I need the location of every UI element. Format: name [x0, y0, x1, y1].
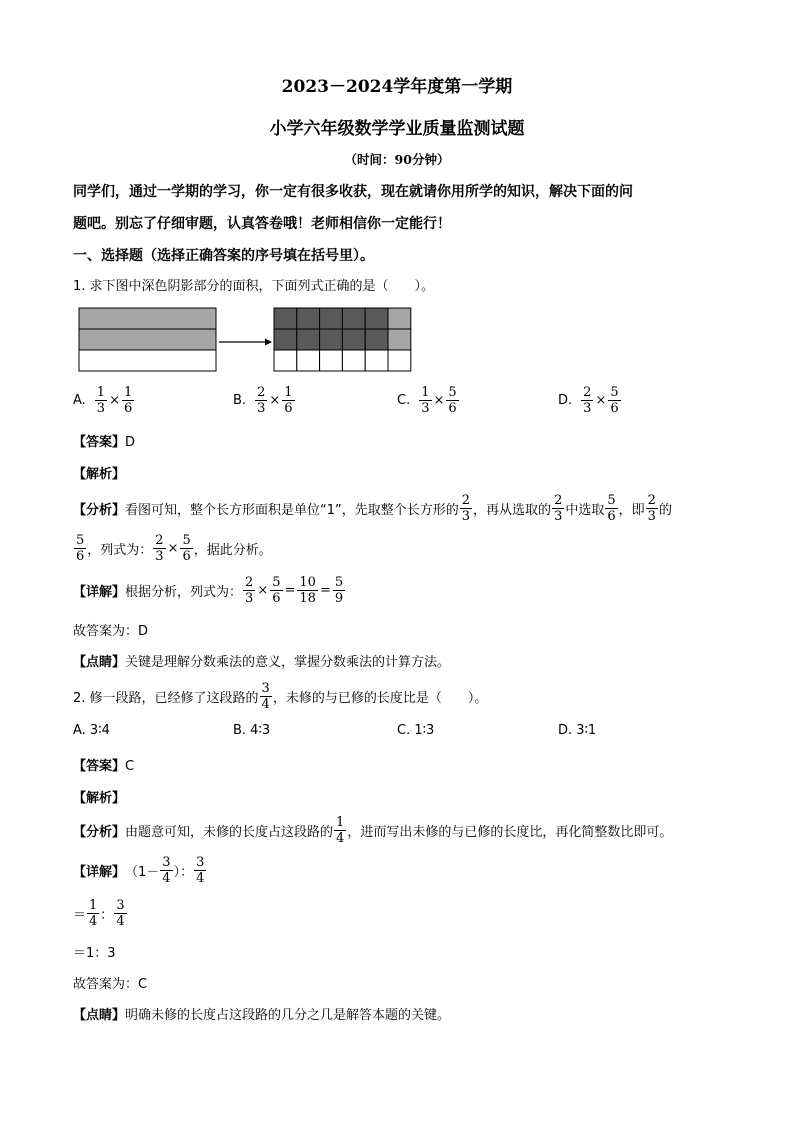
q1-option-d[interactable]	[558, 385, 622, 416]
grid-cell	[342, 308, 365, 329]
page-title-1: 2023－2024学年度第一学期	[281, 77, 513, 97]
fraction: $\frac{5}{6}$	[272, 575, 281, 606]
fraction: $\frac{1}{6}$	[123, 385, 133, 416]
option-label: D.	[558, 393, 573, 408]
q2-option-c[interactable]: C. 1∶3	[397, 723, 435, 738]
grid-cell	[320, 350, 343, 371]
times-sign: ×	[269, 393, 281, 408]
q1-detail: 【详解】 根据分析，列式为： $\frac{2}{3}$ × $\frac{5}{6}$ = $\frac{10}{18}$ = $\frac{5}{9}$	[73, 575, 344, 606]
fraction: $\frac{3}{4}$	[116, 898, 125, 929]
q1-answer: 【答案】D	[73, 435, 136, 450]
grid-cell	[297, 350, 320, 371]
fraction: $\frac{3}{4}$	[196, 855, 205, 886]
q1-stem: 1. 求下图中深色阴影部分的面积，下面列式正确的是（ ）。	[73, 279, 435, 294]
q1-analysis-line-2: $\frac{5}{6}$ ，列式为： $\frac{2}{3}$ × $\frac{5}{6}$ ，据此分析。	[76, 533, 272, 564]
fraction: $\frac{2}{3}$	[554, 493, 563, 524]
grid-cell	[388, 350, 411, 371]
fraction: $\frac{1}{6}$	[284, 385, 293, 416]
arrow-icon	[219, 339, 272, 346]
grid-cell	[365, 308, 388, 329]
option-label: A.	[73, 393, 86, 408]
option-label: B.	[233, 393, 247, 408]
fraction: $\frac{3}{4}$	[162, 855, 171, 886]
fraction: $\frac{5}{9}$	[334, 575, 344, 606]
q1-analysis-line-1: 【分析】 看图可知，整个长方形面积是单位“1”，先取整个长方形的 $\frac{2}{3}$ ，再从选取的 $\frac{2}{3}$ 中选取 $\frac{5}{6}$ ，即 $\frac{2}{3}$ 的	[73, 493, 672, 524]
fraction: $\frac{2}{3}$	[647, 493, 656, 524]
q2-analysis: 【分析】 由题意可知，未修的长度占这段路的 $\frac{1}{4}$ ，进而写出未修的与已修的长度比，再化简整数比即可。	[73, 815, 673, 846]
option-label: C.	[397, 393, 411, 408]
q2-stem: 2. 修一段路，已经修了这段路的 $\frac{3}{4}$ ，未修的与已修的长度比是（ ）。	[73, 681, 488, 712]
q2-final: 故答案为：C	[73, 977, 148, 992]
fraction: $\frac{1}{4}$	[336, 815, 345, 846]
q1-jiexi-label: 【解析】	[73, 467, 126, 482]
page-title-2: 小学六年级数学学业质量监测试题	[269, 119, 525, 139]
grid-cell	[342, 350, 365, 371]
grid-cell	[388, 329, 411, 350]
q2-answer: 【答案】C	[73, 759, 135, 774]
times-sign: ×	[433, 393, 445, 408]
fraction: $\frac{1}{3}$	[96, 385, 106, 416]
fraction: $\frac{3}{4}$	[261, 681, 270, 712]
fraction: $\frac{5}{6}$	[610, 385, 619, 416]
q1-final: 故答案为：D	[73, 624, 149, 639]
q2-option-a[interactable]: A. 3∶4	[73, 723, 110, 738]
intro-line-1: 同学们，通过一学期的学习，你一定有很多收获，现在就请你用所学的知识，解决下面的问	[73, 184, 633, 200]
fraction: $\frac{2}{3}$	[155, 533, 164, 564]
q2-detail-step-1: 【详解】 （1－ $\frac{3}{4}$ ）： $\frac{3}{4}$	[73, 855, 205, 886]
fraction: $\frac{1}{3}$	[421, 385, 430, 416]
grid-cell	[365, 350, 388, 371]
left-rectangle	[79, 308, 216, 371]
fraction: $\frac{10}{18}$	[299, 575, 316, 606]
grid-cell	[274, 350, 297, 371]
grid-cell	[274, 329, 297, 350]
q2-key-point: 【点睛】明确未修的长度占这段路的几分之几是解答本题的关键。	[73, 1008, 451, 1023]
q1-option-c[interactable]	[397, 385, 460, 416]
grid-cell	[274, 308, 297, 329]
q1-figure	[76, 306, 416, 374]
grid-cell	[342, 329, 365, 350]
q2-option-b[interactable]: B. 4∶3	[233, 723, 271, 738]
grid-cell	[297, 308, 320, 329]
grid-cell	[320, 308, 343, 329]
grid-cell	[297, 329, 320, 350]
fraction: $\frac{2}{3}$	[245, 575, 254, 606]
section-title: 一、选择题（选择正确答案的序号填在括号里）。	[73, 248, 374, 264]
grid-cell	[365, 329, 388, 350]
q1-option-b[interactable]	[233, 385, 296, 416]
q2-jiexi-label: 【解析】	[73, 791, 126, 806]
q2-option-d[interactable]: D. 3∶1	[558, 723, 597, 738]
fraction: $\frac{5}{6}$	[448, 385, 457, 416]
fraction: $\frac{1}{4}$	[89, 898, 98, 929]
right-rectangle	[274, 308, 411, 371]
times-sign: ×	[595, 393, 607, 408]
fraction: $\frac{2}{3}$	[583, 385, 592, 416]
fraction: $\frac{2}{3}$	[257, 385, 266, 416]
q2-detail-step-3: ＝1：3	[73, 946, 116, 961]
times-sign: ×	[109, 393, 120, 408]
q1-option-a[interactable]	[73, 385, 135, 416]
q1-key-point: 【点睛】关键是理解分数乘法的意义，掌握分数乘法的计算方法。	[73, 655, 451, 670]
fraction: $\frac{5}{6}$	[607, 493, 616, 524]
exam-time: （时间：90分钟）	[344, 152, 450, 167]
fraction: $\frac{5}{6}$	[76, 533, 85, 564]
grid-cell	[320, 329, 343, 350]
grid-cell	[388, 308, 411, 329]
fraction: $\frac{5}{6}$	[182, 533, 191, 564]
q2-detail-step-2: ＝ $\frac{1}{4}$ ： $\frac{3}{4}$	[73, 898, 125, 929]
intro-line-2: 题吧。别忘了仔细审题，认真答卷哦！老师相信你一定能行！	[73, 216, 451, 232]
fraction: $\frac{2}{3}$	[461, 493, 471, 524]
